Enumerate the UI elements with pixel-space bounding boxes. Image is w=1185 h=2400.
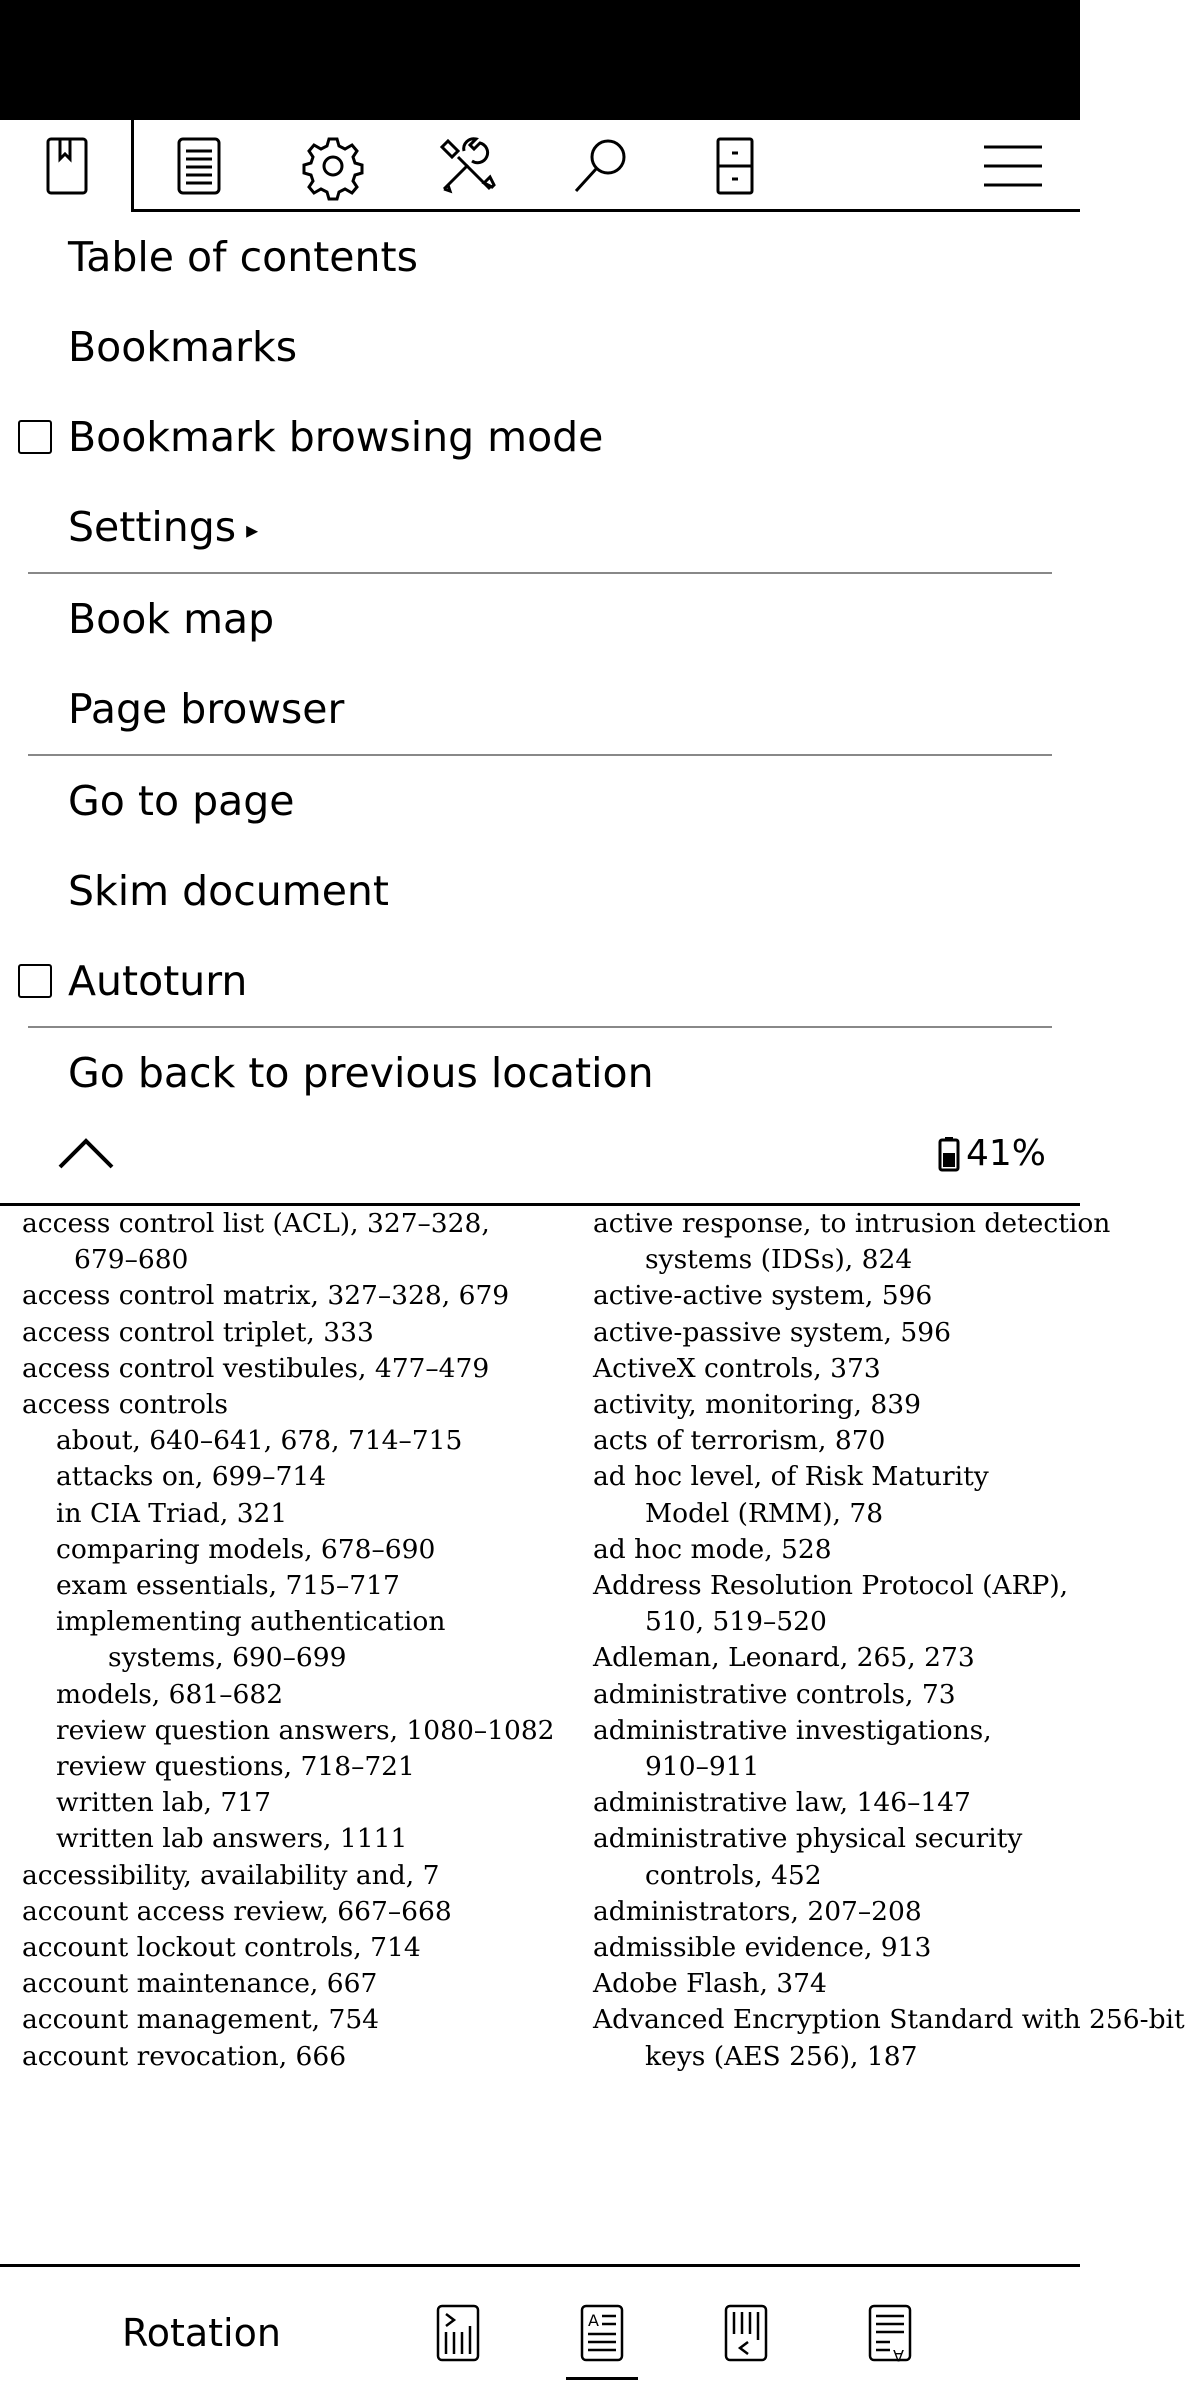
index-entry bbox=[593, 1423, 1080, 1459]
index-entry-text: access control triplet, 333 bbox=[22, 1316, 374, 1348]
portrait-icon bbox=[578, 2302, 626, 2364]
tab-document[interactable] bbox=[132, 120, 266, 212]
index-entry bbox=[22, 1315, 582, 1351]
index-entry-text: account revocation, 666 bbox=[22, 2040, 347, 2072]
index-entry bbox=[22, 1423, 582, 1459]
tools-icon bbox=[434, 133, 500, 199]
index-entry-text: activity, monitoring, 839 bbox=[593, 1389, 921, 1421]
index-entry-text: account access review, 667–668 bbox=[22, 1895, 452, 1927]
index-entry-text: Advanced Encryption Standard with 256-bit bbox=[593, 2004, 1185, 2036]
tab-settings[interactable] bbox=[266, 120, 400, 212]
tab-bar bbox=[0, 120, 1080, 212]
index-entry-text: active response, to intrusion detection bbox=[593, 1208, 1111, 1239]
menu-go-back[interactable]: Go back to previous location bbox=[68, 1049, 654, 1097]
tab-filemanager[interactable] bbox=[668, 120, 802, 212]
index-entry-text: access control list (ACL), 327–328, bbox=[22, 1208, 490, 1239]
index-entry-text: active-active system, 596 bbox=[593, 1280, 933, 1312]
index-entry bbox=[593, 1315, 1080, 1351]
reader-menu bbox=[0, 212, 1080, 1118]
index-entry bbox=[593, 1351, 1080, 1387]
index-entry-text: admissible evidence, 913 bbox=[593, 1932, 932, 1964]
index-entry bbox=[593, 1206, 1111, 1278]
menu-go-to-page[interactable]: Go to page bbox=[68, 777, 295, 825]
index-entry-text: access controls bbox=[22, 1389, 228, 1421]
index-entry-text: account lockout controls, 714 bbox=[22, 1932, 421, 1964]
cabinet-icon bbox=[702, 133, 768, 199]
index-entry-text: administrative controls, 73 bbox=[593, 1678, 956, 1710]
menu-table-of-contents[interactable]: Table of contents bbox=[68, 233, 418, 281]
tab-main-menu[interactable] bbox=[946, 120, 1080, 212]
autoturn-checkbox[interactable] bbox=[18, 964, 52, 998]
index-entry-text: Address Resolution Protocol (ARP), bbox=[593, 1570, 1069, 1602]
battery-icon bbox=[938, 1136, 960, 1172]
index-entry bbox=[593, 1278, 1080, 1314]
index-entry-text: access control vestibules, 477–479 bbox=[22, 1352, 490, 1384]
index-entry bbox=[22, 1351, 582, 1387]
index-entry-text: access control matrix, 327–328, 679 bbox=[22, 1280, 510, 1312]
index-entry-text: written lab answers, 1111 bbox=[56, 1823, 408, 1855]
index-entry-text: administrative physical security bbox=[593, 1823, 1023, 1855]
rotate-left-button[interactable] bbox=[422, 2297, 494, 2369]
bookmark-browsing-checkbox[interactable] bbox=[18, 420, 52, 454]
index-entry bbox=[22, 1387, 582, 1423]
menu-book-map[interactable]: Book map bbox=[68, 595, 275, 643]
index-entry-text: review question answers, 1080–1082 bbox=[56, 1714, 555, 1746]
index-entry-text: Adobe Flash, 374 bbox=[593, 1968, 827, 2000]
tab-tools[interactable] bbox=[400, 120, 534, 212]
index-column-right bbox=[593, 1206, 1185, 2075]
submenu-arrow-icon: ▸ bbox=[246, 516, 259, 544]
rotate-right-icon bbox=[722, 2302, 770, 2364]
index-entry-text: in CIA Triad, 321 bbox=[56, 1497, 288, 1529]
index-entry bbox=[22, 1568, 582, 1604]
index-entry bbox=[593, 1568, 1080, 1640]
index-entry-text: active-passive system, 596 bbox=[593, 1316, 951, 1348]
index-entry-text: review questions, 718–721 bbox=[56, 1751, 415, 1783]
index-entry bbox=[593, 1966, 1080, 2002]
svg-text:A: A bbox=[588, 2311, 599, 2330]
index-entry-text: about, 640–641, 678, 714–715 bbox=[56, 1425, 463, 1457]
svg-text:A: A bbox=[893, 2346, 904, 2365]
index-entry-text: account management, 754 bbox=[22, 2004, 380, 2036]
index-entry bbox=[593, 1894, 1080, 1930]
document-icon bbox=[166, 133, 232, 199]
index-entry-text: written lab, 717 bbox=[56, 1787, 271, 1819]
rotate-right-button[interactable] bbox=[710, 2297, 782, 2369]
index-entry-text: models, 681–682 bbox=[56, 1678, 284, 1710]
index-entry-text: comparing models, 678–690 bbox=[56, 1533, 436, 1565]
index-entry bbox=[22, 1785, 582, 1821]
index-entry-continuation: Model (RMM), 78 bbox=[645, 1497, 884, 1529]
index-entry bbox=[22, 1858, 582, 1894]
tab-search[interactable] bbox=[534, 120, 668, 212]
battery-status: 41% bbox=[938, 1133, 1046, 1174]
index-entry-text: implementing authentication bbox=[56, 1606, 446, 1638]
index-entry bbox=[593, 1930, 1080, 1966]
index-entry bbox=[593, 1532, 1080, 1568]
document-page bbox=[0, 1206, 1185, 2072]
index-entry bbox=[22, 1532, 582, 1568]
index-entry-continuation: 910–911 bbox=[645, 1751, 760, 1783]
menu-autoturn[interactable]: Autoturn bbox=[0, 936, 1080, 1026]
index-entry bbox=[593, 1713, 1080, 1785]
index-entry bbox=[22, 1496, 582, 1532]
index-entry bbox=[593, 1785, 1080, 1821]
index-entry-text: acts of terrorism, 870 bbox=[593, 1425, 886, 1457]
index-entry bbox=[22, 1713, 582, 1749]
index-entry bbox=[593, 1459, 1080, 1531]
index-entry-text: account maintenance, 667 bbox=[22, 1968, 378, 2000]
menu-settings[interactable]: Settings ▸ bbox=[68, 503, 259, 551]
index-entry bbox=[22, 1821, 582, 1857]
menu-page-browser[interactable]: Page browser bbox=[68, 685, 345, 733]
index-entry-continuation: systems (IDSs), 824 bbox=[645, 1244, 913, 1276]
index-entry bbox=[593, 1387, 1080, 1423]
bookmark-icon bbox=[34, 133, 100, 199]
index-entry-continuation: systems, 690–699 bbox=[108, 1642, 347, 1674]
tab-separator bbox=[131, 120, 134, 212]
index-entry bbox=[22, 1459, 582, 1495]
index-entry-text: attacks on, 699–714 bbox=[56, 1461, 327, 1493]
rotation-bar bbox=[0, 2267, 1080, 2400]
index-entry-text: ActiveX controls, 373 bbox=[593, 1352, 881, 1384]
upside-down-icon bbox=[866, 2302, 914, 2364]
index-entry bbox=[593, 1640, 1080, 1676]
index-entry-continuation: 679–680 bbox=[74, 1244, 189, 1276]
index-entry-text: ad hoc mode, 528 bbox=[593, 1533, 832, 1565]
search-icon bbox=[568, 133, 634, 199]
index-entry-text: ad hoc level, of Risk Maturity bbox=[593, 1461, 989, 1493]
index-entry bbox=[22, 1749, 582, 1785]
tab-bookmark[interactable] bbox=[0, 120, 134, 212]
index-entry bbox=[22, 1894, 582, 1930]
rotate-left-icon bbox=[434, 2302, 482, 2364]
hamburger-icon bbox=[980, 133, 1046, 199]
index-entry bbox=[22, 1930, 582, 1966]
index-column-left bbox=[22, 1206, 582, 2075]
index-entry bbox=[22, 2002, 582, 2038]
index-entry bbox=[593, 2002, 1185, 2074]
index-entry-text: exam essentials, 715–717 bbox=[56, 1570, 400, 1602]
index-entry bbox=[22, 1604, 582, 1676]
status-bar bbox=[0, 0, 1080, 120]
index-entry bbox=[593, 1677, 1080, 1713]
portrait-button[interactable] bbox=[566, 2297, 638, 2369]
index-entry-continuation: controls, 452 bbox=[645, 1859, 822, 1891]
gear-icon bbox=[300, 133, 366, 199]
index-entry bbox=[22, 1677, 582, 1713]
chevron-up-icon[interactable] bbox=[54, 1133, 118, 1173]
index-entry-continuation: 510, 519–520 bbox=[645, 1606, 827, 1638]
menu-footer bbox=[0, 1115, 1080, 1203]
index-entry bbox=[593, 1821, 1080, 1893]
upside-down-button[interactable] bbox=[854, 2297, 926, 2369]
index-entry bbox=[22, 1278, 582, 1314]
index-entry-text: Adleman, Leonard, 265, 273 bbox=[593, 1642, 975, 1674]
index-entry-text: administrative investigations, bbox=[593, 1714, 992, 1746]
index-entry bbox=[22, 1206, 582, 1278]
index-entry bbox=[22, 2039, 582, 2075]
index-entry-continuation: keys (AES 256), 187 bbox=[645, 2040, 918, 2072]
rotation-label: Rotation bbox=[122, 2311, 281, 2355]
rotation-selected-indicator bbox=[566, 2377, 638, 2380]
index-entry-text: administrators, 207–208 bbox=[593, 1895, 922, 1927]
index-entry-text: administrative law, 146–147 bbox=[593, 1787, 971, 1819]
menu-bookmarks[interactable]: Bookmarks bbox=[68, 323, 298, 371]
menu-bookmark-browsing-mode[interactable]: Bookmark browsing mode bbox=[0, 392, 1080, 482]
menu-skim-document[interactable]: Skim document bbox=[68, 867, 389, 915]
index-entry bbox=[22, 1966, 582, 2002]
index-entry-text: accessibility, availability and, 7 bbox=[22, 1859, 440, 1891]
